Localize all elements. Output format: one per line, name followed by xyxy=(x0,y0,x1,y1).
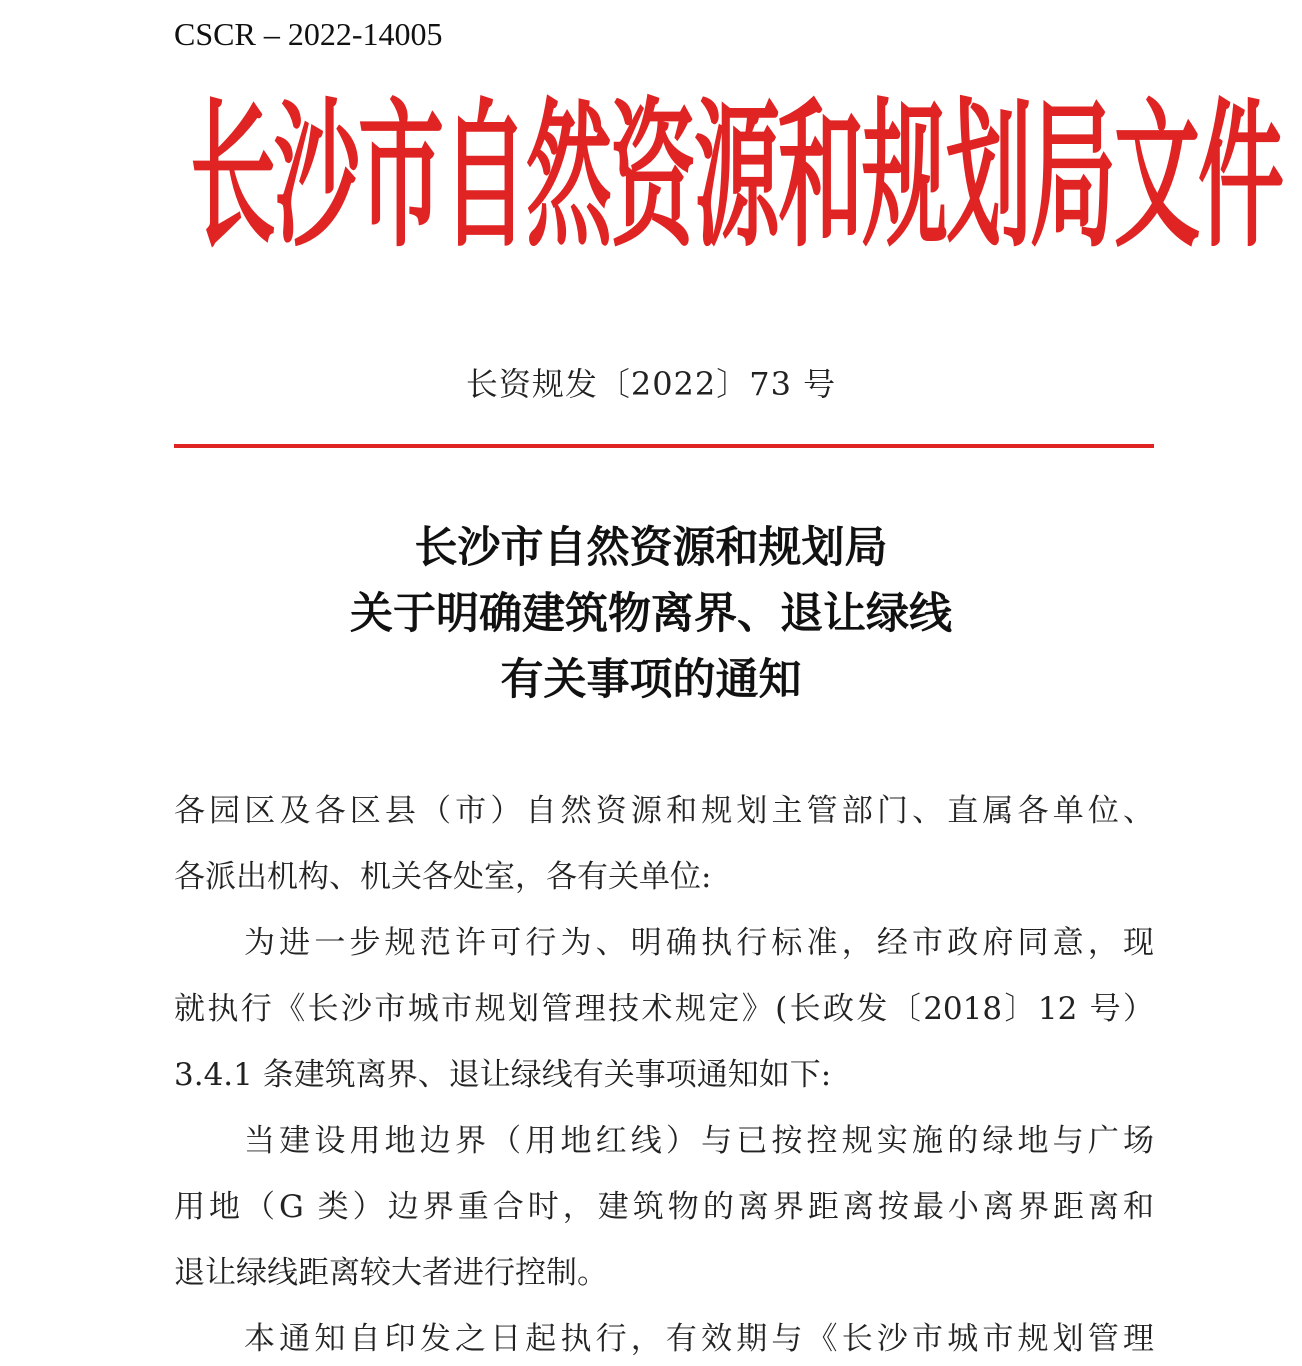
title-line-subject: 关于明确建筑物离界、退让绿线 xyxy=(350,589,952,639)
paragraph-1-line-3: 3.4.1 条建筑离界、退让绿线有关事项通知如下: xyxy=(174,1057,832,1093)
paragraph-3-line-1: 本通知自印发之日起执行，有效期与《长沙市城市规划管理 xyxy=(244,1321,1154,1357)
paragraph-1-line-2: 就执行《长沙市城市规划管理技术规定》(长政发〔2018〕12 号） xyxy=(174,991,1154,1027)
paragraph-1-line-1: 为进一步规范许可行为、明确执行标准，经市政府同意，现 xyxy=(244,925,1154,961)
title-line-issuer: 长沙市自然资源和规划局 xyxy=(414,523,888,573)
notice-title xyxy=(0,515,1302,713)
addressee-line-1: 各园区及各区县（市）自然资源和规划主管部门、直属各单位、 xyxy=(174,793,1154,829)
paragraph-2-line-2: 用地（G 类）边界重合时，建筑物的离界距离按最小离界距离和 xyxy=(174,1189,1154,1225)
title-line-notice: 有关事项的通知 xyxy=(500,655,802,705)
masthead-title: 长沙市自然资源和规划局文件 xyxy=(190,85,1282,271)
addressee-line-2: 各派出机构、机关各处室，各有关单位: xyxy=(174,859,712,895)
paragraph-2-line-1: 当建设用地边界（用地红线）与已按控规实施的绿地与广场 xyxy=(244,1123,1154,1159)
document-number: 长资规发〔2022〕73 号 xyxy=(465,365,837,403)
document-code: CSCR – 2022-14005 xyxy=(174,16,443,52)
notice-body xyxy=(174,778,1154,1366)
paragraph-2-line-3: 退让绿线距离较大者进行控制。 xyxy=(174,1255,608,1291)
red-divider-line xyxy=(174,444,1154,448)
